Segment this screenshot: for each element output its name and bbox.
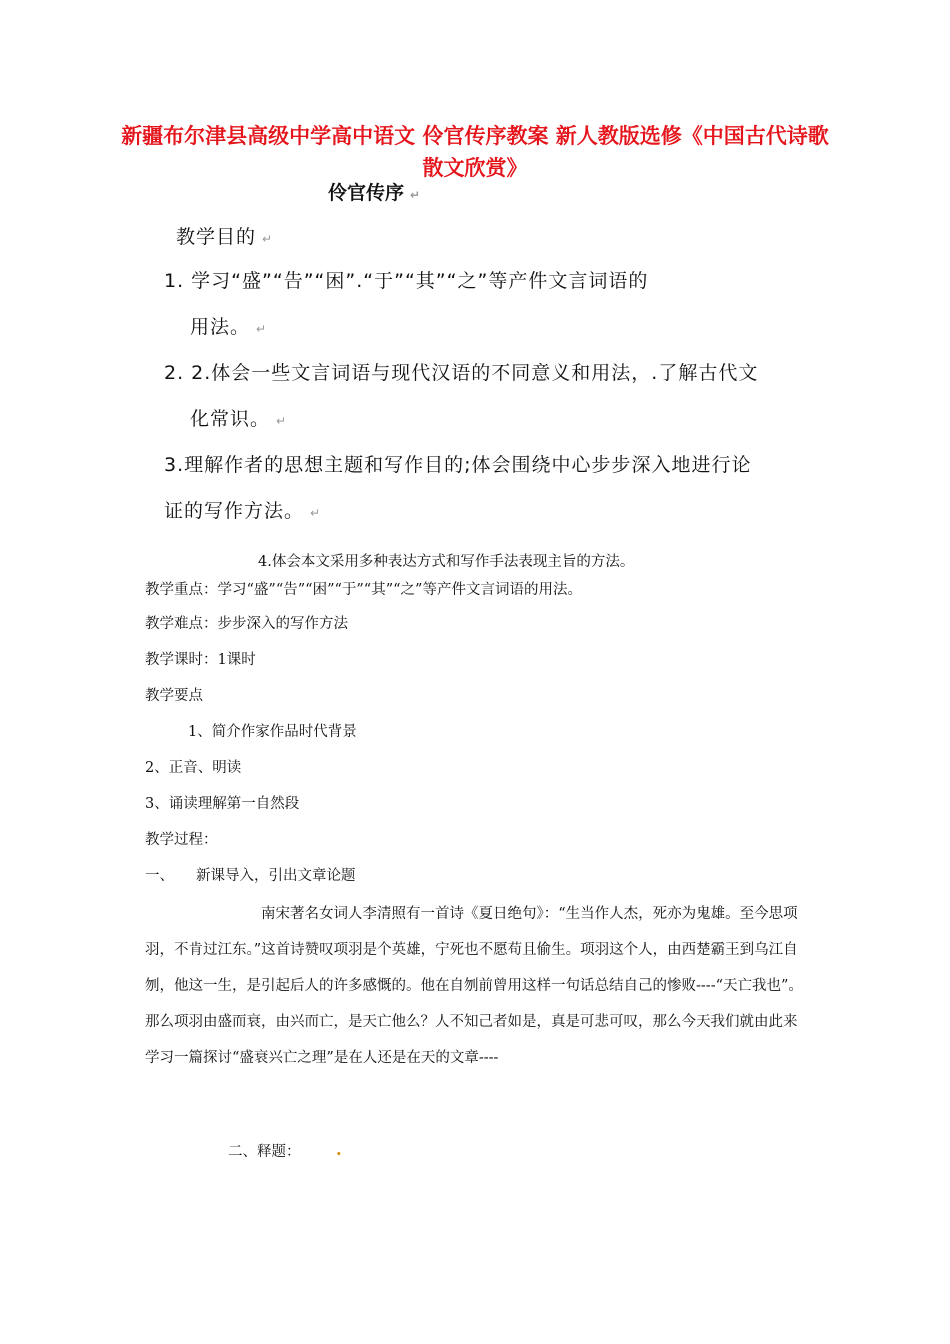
points-heading: 教学要点 bbox=[145, 688, 203, 704]
objectives-heading: 教学目的 ↵ bbox=[176, 226, 274, 248]
lesson-title: 伶官传序 ↵ bbox=[328, 182, 421, 204]
step-1-number: 一、 bbox=[145, 868, 174, 884]
difficulty: 教学难点：步步深入的写作方法 bbox=[145, 616, 348, 632]
point-2: 2、正音、明读 bbox=[145, 760, 242, 776]
return-mark-icon: ↵ bbox=[262, 232, 274, 246]
stray-dot-mark: . bbox=[336, 1140, 342, 1159]
process-heading: 教学过程： bbox=[145, 832, 218, 848]
objective-1-line1: 1. 学习“盛”“告”“困”.“于”“其”“之”等产件文言词语的 bbox=[164, 270, 649, 292]
objective-2-line2: 化常识。 ↵ bbox=[190, 408, 288, 430]
return-mark-icon: ↵ bbox=[310, 506, 322, 520]
objective-1-line2: 用法。 ↵ bbox=[190, 316, 268, 338]
objective-2-line1: 2. 2.体会一些文言词语与现代汉语的不同意义和用法，.了解古代文 bbox=[164, 362, 759, 384]
return-mark-icon: ↵ bbox=[276, 414, 288, 428]
return-mark-icon: ↵ bbox=[410, 188, 421, 202]
point-3: 3、诵读理解第一自然段 bbox=[145, 796, 300, 812]
step-2-title: 二、释题： bbox=[228, 1144, 301, 1160]
intro-paragraph: 南宋著名女词人李清照有一首诗《夏日绝句》：“生当作人杰，死亦为鬼雄。至今思项羽，不肯过江东。”这首诗赞叹项羽是个英雄，宁死也不愿苟且偷生。项羽这个人，由西楚霸王到乌江自刎，他这一生，是引起后人的许多感慨的。他在自刎前曾用这样一句话总结自己的惨败----“天亡我也”。那么项羽由盛而衰，由兴而亡，是天亡他么？人不知己者如是，真是可悲可叹，那么今天我们就由此来学习一篇探讨“盛衰兴亡之理”是在人还是在天的文章---- bbox=[145, 906, 803, 1066]
document-title: 新疆布尔津县高级中学高中语文 伶官传序教案 新人教版选修《中国古代诗歌散文欣赏》 bbox=[121, 124, 829, 180]
objective-4: 4.体会本文采用多种表达方式和写作手法表现主旨的方法。 bbox=[258, 554, 635, 570]
objective-3-line1: 3.理解作者的思想主题和写作目的;体会围绕中心步步深入地进行论 bbox=[164, 454, 752, 476]
key-point: 教学重点：学习“盛”“告”“困”“于”“其”“之”等产件文言词语的用法。 bbox=[145, 582, 582, 598]
return-mark-icon: ↵ bbox=[256, 322, 268, 336]
class-hours: 教学课时：1课时 bbox=[145, 652, 256, 668]
point-1: 1、简介作家作品时代背景 bbox=[188, 724, 357, 740]
objective-3-line2: 证的写作方法。 ↵ bbox=[164, 500, 322, 522]
step-1-title: 新课导入，引出文章论题 bbox=[196, 868, 356, 884]
